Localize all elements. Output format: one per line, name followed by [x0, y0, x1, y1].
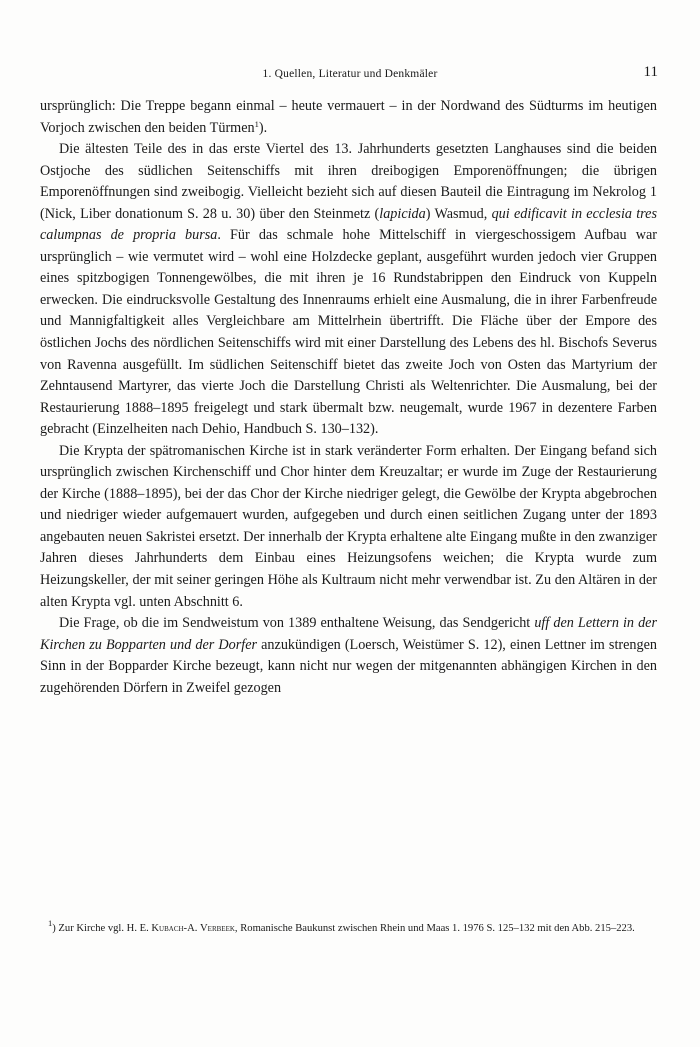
footnote — [40, 920, 657, 937]
paragraph-1-text: ursprünglich: Die Treppe begann einmal – heute vermauert – in der Nordwand des Südturms im heutigen Vorjoch zwischen den beiden Türmen — [40, 98, 657, 136]
paragraph-2 — [40, 139, 657, 441]
page-number: 11 — [643, 64, 658, 80]
paragraph-4-text-a: Die Frage, ob die im Sendweistum von 1389 enthaltene Weisung, das Sendgericht — [59, 615, 535, 632]
paragraph-2-text-b: ) Wasmud, — [425, 205, 492, 222]
footnote-author-2: Verbeek — [200, 923, 235, 934]
footnote-text-a: ) Zur Kirche vgl. H. E. — [52, 923, 152, 934]
footnote-reference[interactable]: 1 — [254, 118, 259, 129]
running-head: 1. Quellen, Literatur und Denkmäler — [262, 68, 438, 80]
paragraph-2-text-c: . Für das schmale hohe Mittelschiff in viergeschossigem Aufbau war ursprünglich – wie vermutet wird – wohl eine Holzdecke geplant, ausgeführt wurden jedoch vier Gruppen eines spitzbogigen Tonnengewölbes, die mit ihren je 16 Rundstabrippen den Eindruck von Kuppeln erwecken. Die eindrucksvolle Gestaltung des Innenraums erhielt eine Ausmalung, die in ihrer Farbenfreude und Mannigfaltigkeit alles Vergleichbare am Mittelrhein übertrifft. Die Fläche über der Empore des östlichen Jochs des nördlichen Seitenschiffs wird mit einer Darstellung des Lebens des hl. Bischofs Severus von Ravenna ausgefüllt. Im südlichen Seitenschiff bietet das zweite Joch von Osten das Martyrium der Zehntausend Martyrer, das vierte Joch die Darstellung Christi als Weltenrichter. Die Ausmalung, bei der Restaurierung 1888–1895 freigelegt und stark übermalt bzw. neugemalt, wurde 1967 in dezentere Farben gebracht (Einzelheiten nach Dehio, Handbuch S. 130–132). — [40, 227, 657, 438]
paragraph-3 — [40, 441, 657, 613]
body-text — [40, 96, 657, 699]
footnote-text-b: -A. — [183, 923, 201, 934]
paragraph-3-text: Die Krypta der spätromanischen Kirche ist in stark veränderter Form erhalten. Der Eingang befand sich ursprünglich zwischen Kirchenschiff und Chor hinter dem Kreuzaltar; er wurde im Zuge der Restaurierung der Kirche (1888–1895), bei der das Chor der Kirche niedriger gelegt, die Gewölbe der Krypta abgebrochen und niedriger wieder aufgemauert wurden, aufgegeben und durch einen seitlichen Zugang unter der 1893 angebauten neuen Sakristei ersetzt. Der innerhalb der Krypta erhaltene alte Eingang mußte in den zwanziger Jahren dieses Jahrhunderts dem Einbau eines Heizungsofens weichen; die Krypta wurde zum Heizungskeller, der mit seiner geringen Höhe als Kultraum nicht mehr verwendbar ist. Zu den Altären in der alten Krypta vgl. unten Abschnitt 6. — [40, 442, 657, 610]
footnote-text-c: , Romanische Baukunst zwischen Rhein und Maas 1. 1976 S. 125–132 mit den Abb. 215–223. — [234, 923, 635, 934]
paragraph-1 — [40, 96, 657, 139]
footnote-marker: 1 — [48, 918, 53, 928]
paragraph-2-text-a: Die ältesten Teile des in das erste Viertel des 13. Jahrhunderts gesetzten Langhauses sind die beiden Ostjoche des südlichen Seitenschiffs mit ihren dreibogigen Emporenöffnungen; die übrigen Emporenöffnungen sind zweibogig. Vielleicht bezieht sich auf diesen Bauteil die Eintragung im Nekrolog 1 (Nick, Liber donationum S. 28 u. 30) über den Steinmetz ( — [40, 141, 657, 222]
paragraph-2-italic-a: lapicida — [379, 205, 426, 222]
footnote-author-1: Kubach — [151, 923, 184, 934]
paragraph-4-italic: uff den Lettern in der Kirchen zu Bopparten und der Dorfer — [40, 615, 657, 653]
paragraph-1-tail: ). — [258, 119, 268, 136]
paragraph-4 — [40, 613, 657, 699]
page-header — [40, 64, 660, 86]
footnote-1 — [40, 920, 657, 937]
paragraph-2-italic-b: qui edificavit in ecclesia tres calumpnas de propria bursa — [40, 205, 657, 244]
paragraph-4-text-b: anzukündigen (Loersch, Weistümer S. 12), einen Lettner im strengen Sinn in der Bopparder Kirche bezeugt, kann nicht nur wegen der mitgenannten abhängigen Kirchen in den zugehörenden Dörfern in Zweifel gezogen — [40, 636, 657, 696]
